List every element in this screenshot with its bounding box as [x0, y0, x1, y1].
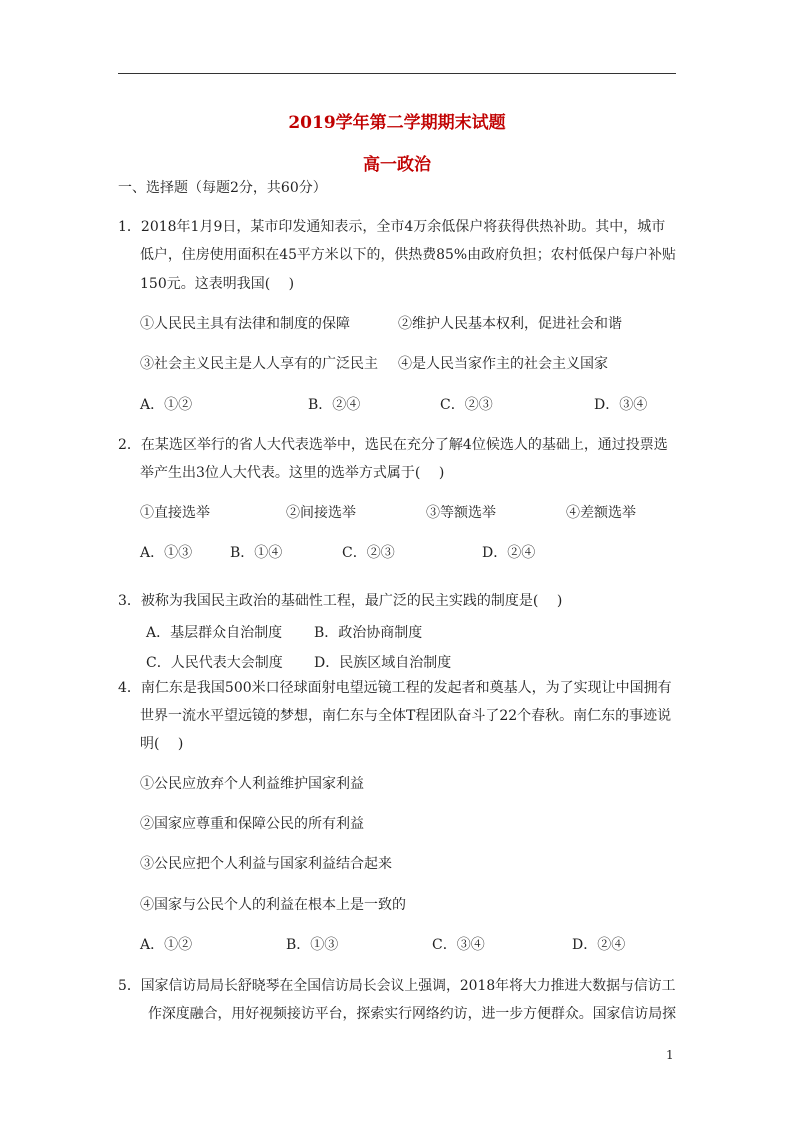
q1-choice-c[interactable]: C．②③: [440, 397, 493, 413]
q1-item-1: ①人民民主具有法律和制度的保障: [140, 316, 350, 332]
page-number: 1: [666, 1048, 674, 1062]
q1-choice-b[interactable]: B．②④: [308, 397, 361, 413]
q3-choice-d[interactable]: D．民族区域自治制度: [314, 655, 452, 671]
q3-choice-b[interactable]: B．政治协商制度: [314, 625, 423, 641]
section-heading: 一、选择题（每题2分，共60分）: [118, 180, 327, 196]
q4-line-1: 4．南仁东是我国500米口径球面射电望远镜工程的发起者和奠基人，为了实现让中国拥有: [118, 680, 672, 696]
q2-item-2: ②间接选举: [286, 505, 356, 521]
q4-line-3: 明( ): [140, 736, 184, 752]
q5-line-2: 作深度融合，用好视频接访平台，探索实行网络约访，进一步方便群众。国家信访局探: [148, 1006, 676, 1022]
q2-item-4: ④差额选举: [566, 505, 636, 521]
q4-choice-d[interactable]: D．②④: [572, 937, 626, 953]
q1-item-2: ②维护人民基本权利，促进社会和谐: [398, 316, 622, 332]
q2-line-1: 2．在某选区举行的省人大代表选举中，选民在充分了解4位候选人的基础上，通过投票选: [118, 437, 668, 453]
q1-line-1: 1．2018年1月9日，某市印发通知表示，全市4万余低保户将获得供热补助。其中，城市: [118, 219, 666, 235]
q2-line-2: 举产生出3位人大代表。这里的选举方式属于( ): [140, 465, 445, 481]
q1-line-2: 低户，住房使用面积在45平方米以下的，供热费85%由政府负担；农村低保户每户补贴: [140, 247, 676, 263]
exam-subtitle: 高一政治: [363, 155, 431, 175]
q5-line-1: 5．国家信访局局长舒晓琴在全国信访局长会议上强调，2018年将大力推进大数据与信访工: [118, 978, 676, 994]
q3-line-1: 3．被称为我国民主政治的基础性工程，最广泛的民主实践的制度是( ): [118, 593, 563, 609]
q1-item-3: ③社会主义民主是人人享有的广泛民主: [140, 356, 378, 372]
q2-choice-d[interactable]: D．②④: [482, 545, 536, 561]
q4-item-4: ④国家与公民个人的利益在根本上是一致的: [140, 897, 406, 913]
q3-choice-c[interactable]: C．人民代表大会制度: [146, 655, 283, 671]
q4-choice-b[interactable]: B．①③: [286, 937, 339, 953]
q1-choice-a[interactable]: A．①②: [140, 397, 193, 413]
q2-choice-a[interactable]: A．①③: [140, 545, 193, 561]
q3-choice-a[interactable]: A．基层群众自治制度: [146, 625, 283, 641]
header-rule: [118, 73, 676, 74]
q1-item-4: ④是人民当家作主的社会主义国家: [398, 356, 608, 372]
q4-item-1: ①公民应放弃个人利益维护国家利益: [140, 776, 364, 792]
q2-choice-c[interactable]: C．②③: [342, 545, 395, 561]
q1-choice-d[interactable]: D．③④: [594, 397, 648, 413]
q2-item-3: ③等额选举: [426, 505, 496, 521]
q2-choice-b[interactable]: B．①④: [230, 545, 283, 561]
q4-choice-a[interactable]: A．①②: [140, 937, 193, 953]
q4-item-3: ③公民应把个人利益与国家利益结合起来: [140, 856, 392, 872]
q4-line-2: 世界一流水平望远镜的梦想，南仁东与全体T程团队奋斗了22个春秋。南仁东的事迹说: [140, 708, 672, 724]
q1-line-3: 150元。这表明我国( ): [140, 276, 295, 292]
q4-choice-c[interactable]: C．③④: [432, 937, 485, 953]
q4-item-2: ②国家应尊重和保障公民的所有利益: [140, 816, 364, 832]
q2-item-1: ①直接选举: [140, 505, 210, 521]
exam-title: 2019学年第二学期期末试题: [288, 113, 506, 133]
